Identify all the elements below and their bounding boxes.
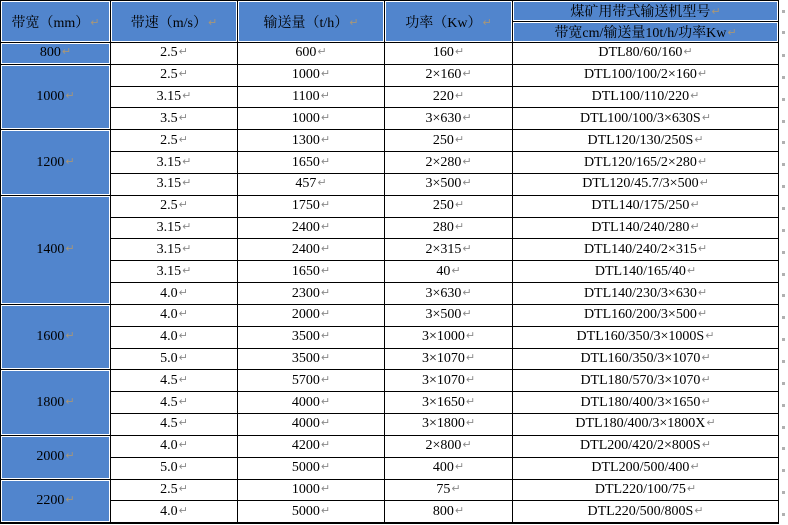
- belt-speed-cell: 4.0↵: [111, 283, 238, 305]
- table-row: [1, 108, 779, 130]
- model-cell: DTL180/400/3×1650↵: [513, 392, 779, 414]
- power-cell: 3×1800↵: [385, 414, 513, 436]
- paragraph-mark-icon: ↵: [690, 220, 700, 234]
- capacity-cell: 1650↵: [238, 261, 385, 283]
- row-end-mark-icon: [782, 251, 785, 254]
- belt-speed-cell: 3.15↵: [111, 261, 238, 283]
- power-cell: 3×500↵: [385, 304, 513, 326]
- paragraph-mark-icon: ↵: [320, 394, 331, 408]
- paragraph-mark-icon: ↵: [320, 416, 331, 430]
- paragraph-mark-icon: ↵: [454, 89, 465, 103]
- model-cell: DTL120/165/2×280↵: [513, 152, 779, 174]
- paragraph-mark-icon: ↵: [178, 351, 188, 364]
- model-cell: DTL160/350/3×1000S↵: [513, 326, 779, 348]
- table-row: [1, 43, 779, 65]
- paragraph-mark-icon: ↵: [697, 241, 708, 255]
- paragraph-mark-icon: ↵: [482, 15, 492, 29]
- belt-speed-cell: 2.5↵: [111, 43, 238, 65]
- paragraph-mark-icon: ↵: [65, 449, 75, 463]
- row-end-mark-icon: [782, 163, 785, 166]
- row-end-mark-icon: [782, 229, 785, 232]
- power-cell: 250↵: [385, 130, 513, 152]
- belt-speed-cell: 3.5↵: [111, 108, 238, 130]
- paragraph-mark-icon: ↵: [697, 154, 708, 168]
- power-cell: 2×160↵: [385, 64, 513, 86]
- row-end-mark-icon: [782, 141, 785, 144]
- paragraph-mark-icon: ↵: [697, 307, 708, 321]
- paragraph-mark-icon: ↵: [320, 132, 331, 146]
- paragraph-mark-icon: ↵: [711, 5, 721, 18]
- header-power-label: 功率（Kw）: [405, 15, 482, 31]
- header-belt-speed: [111, 1, 238, 43]
- model-cell: DTL120/45.7/3×500↵: [513, 173, 779, 195]
- power-cell: 3×1070↵: [385, 370, 513, 392]
- paragraph-mark-icon: ↵: [182, 220, 192, 234]
- row-end-mark-icon: [782, 98, 785, 101]
- paragraph-mark-icon: ↵: [178, 132, 188, 146]
- table-row: [1, 392, 779, 414]
- capacity-cell: 1000↵: [238, 108, 385, 130]
- paragraph-mark-icon: ↵: [690, 460, 700, 474]
- paragraph-mark-icon: ↵: [178, 285, 188, 299]
- capacity-cell: 5000↵: [238, 501, 385, 523]
- row-end-mark-icon: [782, 120, 785, 123]
- paragraph-mark-icon: ↵: [701, 372, 711, 386]
- capacity-cell: 3500↵: [238, 326, 385, 348]
- paragraph-mark-icon: ↵: [178, 67, 188, 81]
- model-cell: DTL100/100/2×160↵: [513, 64, 779, 86]
- paragraph-mark-icon: ↵: [697, 67, 708, 81]
- model-cell: DTL120/130/250S↵: [513, 130, 779, 152]
- paragraph-mark-icon: ↵: [320, 351, 331, 364]
- capacity-cell: 1650↵: [238, 152, 385, 174]
- paragraph-mark-icon: ↵: [683, 45, 693, 59]
- table-row: [1, 239, 779, 261]
- paragraph-mark-icon: ↵: [454, 198, 465, 212]
- model-cell: DTL160/200/3×500↵: [513, 304, 779, 326]
- paragraph-mark-icon: ↵: [454, 220, 465, 234]
- power-cell: 400↵: [385, 457, 513, 479]
- model-cell: DTL200/420/2×800S↵: [513, 435, 779, 457]
- table-row: [1, 304, 779, 326]
- row-end-marks: [781, 0, 787, 525]
- header-model-title-label: 煤矿用带式输送机型号: [570, 5, 711, 20]
- paragraph-mark-icon: ↵: [178, 394, 188, 408]
- paragraph-mark-icon: ↵: [454, 460, 465, 474]
- model-cell: DTL140/165/40↵: [513, 261, 779, 283]
- header-model-title: [513, 1, 779, 22]
- capacity-cell: 1300↵: [238, 130, 385, 152]
- row-end-mark-icon: [782, 513, 785, 516]
- model-cell: DTL100/100/3×630S↵: [513, 108, 779, 130]
- capacity-cell: 2300↵: [238, 283, 385, 305]
- paragraph-mark-icon: ↵: [320, 241, 331, 255]
- paragraph-mark-icon: ↵: [701, 438, 711, 452]
- model-cell: DTL80/60/160↵: [513, 43, 779, 65]
- paragraph-mark-icon: ↵: [465, 394, 476, 408]
- row-end-mark-icon: [782, 76, 785, 79]
- paragraph-mark-icon: ↵: [178, 307, 188, 321]
- belt-speed-cell: 4.0↵: [111, 326, 238, 348]
- capacity-cell: 5000↵: [238, 457, 385, 479]
- table-row: [1, 64, 779, 86]
- capacity-cell: 2400↵: [238, 239, 385, 261]
- belt-speed-cell: 4.5↵: [111, 370, 238, 392]
- paragraph-mark-icon: ↵: [349, 15, 359, 29]
- paragraph-mark-icon: ↵: [182, 176, 192, 190]
- table-row: [1, 173, 779, 195]
- paragraph-mark-icon: ↵: [462, 154, 472, 168]
- belt-speed-cell: 3.15↵: [111, 217, 238, 239]
- paragraph-mark-icon: ↵: [320, 263, 331, 277]
- table-row: [1, 195, 779, 217]
- paragraph-mark-icon: ↵: [90, 15, 100, 29]
- paragraph-mark-icon: ↵: [701, 110, 711, 124]
- header-belt-width-label: 带宽（mm）: [11, 15, 90, 31]
- capacity-cell: 3500↵: [238, 348, 385, 370]
- capacity-cell: 2000↵: [238, 304, 385, 326]
- power-cell: 250↵: [385, 195, 513, 217]
- header-power: [385, 1, 513, 43]
- paragraph-mark-icon: ↵: [699, 176, 709, 190]
- table-row: [1, 457, 779, 479]
- capacity-cell: 4000↵: [238, 392, 385, 414]
- power-cell: 3×1070↵: [385, 348, 513, 370]
- power-cell: 2×800↵: [385, 435, 513, 457]
- paragraph-mark-icon: ↵: [694, 503, 704, 517]
- paragraph-mark-icon: ↵: [320, 110, 331, 124]
- paragraph-mark-icon: ↵: [701, 351, 711, 364]
- paragraph-mark-icon: ↵: [462, 67, 472, 81]
- row-end-mark-icon: [782, 382, 785, 385]
- power-cell: 2×315↵: [385, 239, 513, 261]
- belt-width-group-cell-800: 800↵: [1, 43, 111, 65]
- paragraph-mark-icon: ↵: [462, 176, 472, 190]
- capacity-cell: 1000↵: [238, 64, 385, 86]
- paragraph-mark-icon: ↵: [462, 285, 472, 299]
- belt-speed-cell: 4.0↵: [111, 435, 238, 457]
- row-end-mark-icon: [782, 316, 785, 319]
- row-end-mark-icon: [782, 54, 785, 57]
- belt-speed-cell: 3.15↵: [111, 239, 238, 261]
- power-cell: 220↵: [385, 86, 513, 108]
- paragraph-mark-icon: ↵: [182, 241, 192, 255]
- table-row: [1, 501, 779, 523]
- belt-speed-cell: 4.5↵: [111, 414, 238, 436]
- model-cell: DTL100/110/220↵: [513, 86, 779, 108]
- row-end-mark-icon: [782, 31, 785, 34]
- table-row: [1, 217, 779, 239]
- row-end-mark-icon: [782, 10, 785, 13]
- paragraph-mark-icon: ↵: [65, 394, 75, 408]
- paragraph-mark-icon: ↵: [462, 307, 472, 321]
- power-cell: 3×630↵: [385, 108, 513, 130]
- paragraph-mark-icon: ↵: [320, 438, 331, 452]
- row-end-mark-icon: [782, 185, 785, 188]
- capacity-cell: 2400↵: [238, 217, 385, 239]
- paragraph-mark-icon: ↵: [462, 110, 472, 124]
- belt-speed-cell: 3.15↵: [111, 173, 238, 195]
- paragraph-mark-icon: ↵: [701, 394, 711, 408]
- paragraph-mark-icon: ↵: [320, 89, 330, 103]
- power-cell: 160↵: [385, 43, 513, 65]
- row-end-mark-icon: [782, 426, 785, 429]
- belt-speed-cell: 2.5↵: [111, 130, 238, 152]
- paragraph-mark-icon: ↵: [320, 285, 331, 299]
- belt-speed-cell: 3.15↵: [111, 86, 238, 108]
- model-cell: DTL140/240/280↵: [513, 217, 779, 239]
- model-cell: DTL160/350/3×1070↵: [513, 348, 779, 370]
- paragraph-mark-icon: ↵: [178, 460, 188, 474]
- capacity-cell: 1000↵: [238, 479, 385, 501]
- paragraph-mark-icon: ↵: [694, 132, 704, 146]
- capacity-cell: 4200↵: [238, 435, 385, 457]
- paragraph-mark-icon: ↵: [462, 241, 472, 255]
- paragraph-mark-icon: ↵: [451, 481, 461, 495]
- paragraph-mark-icon: ↵: [65, 329, 75, 343]
- table-row: [1, 326, 779, 348]
- paragraph-mark-icon: ↵: [178, 503, 188, 517]
- paragraph-mark-icon: ↵: [320, 67, 331, 81]
- model-cell: DTL140/175/250↵: [513, 195, 779, 217]
- paragraph-mark-icon: ↵: [178, 372, 188, 386]
- power-cell: 3×1650↵: [385, 392, 513, 414]
- paragraph-mark-icon: ↵: [65, 89, 75, 103]
- power-cell: 2×280↵: [385, 152, 513, 174]
- model-cell: DTL220/500/800S↵: [513, 501, 779, 523]
- table-row: [1, 261, 779, 283]
- paragraph-mark-icon: ↵: [465, 329, 476, 343]
- header-model-subtitle-label: 带宽cm/输送量10t/h/功率Kw: [554, 26, 727, 41]
- belt-width-group-cell-2200: 2200↵: [1, 479, 111, 523]
- belt-width-group-cell-1400: 1400↵: [1, 195, 111, 304]
- paragraph-mark-icon: ↵: [727, 26, 737, 39]
- belt-speed-cell: 5.0↵: [111, 457, 238, 479]
- paragraph-mark-icon: ↵: [65, 492, 75, 506]
- paragraph-mark-icon: ↵: [320, 329, 331, 343]
- paragraph-mark-icon: ↵: [320, 460, 331, 474]
- table-row: [1, 479, 779, 501]
- paragraph-mark-icon: ↵: [454, 132, 465, 146]
- table-row: [1, 152, 779, 174]
- belt-width-group-cell-2000: 2000↵: [1, 435, 111, 479]
- paragraph-mark-icon: ↵: [178, 438, 188, 452]
- paragraph-mark-icon: ↵: [178, 481, 188, 495]
- paragraph-mark-icon: ↵: [178, 45, 188, 59]
- capacity-cell: 1100↵: [238, 86, 385, 108]
- paragraph-mark-icon: ↵: [208, 15, 218, 29]
- belt-speed-cell: 3.15↵: [111, 152, 238, 174]
- table-header: [1, 1, 779, 43]
- paragraph-mark-icon: ↵: [178, 329, 188, 343]
- table-row: [1, 348, 779, 370]
- power-cell: 280↵: [385, 217, 513, 239]
- power-cell: 75↵: [385, 479, 513, 501]
- paragraph-mark-icon: ↵: [182, 154, 192, 168]
- paragraph-mark-icon: ↵: [178, 416, 188, 430]
- paragraph-mark-icon: ↵: [65, 154, 75, 168]
- table-row: [1, 370, 779, 392]
- header-capacity: [238, 1, 385, 43]
- paragraph-mark-icon: ↵: [182, 263, 192, 277]
- paragraph-mark-icon: ↵: [686, 263, 697, 277]
- model-cell: DTL140/230/3×630↵: [513, 283, 779, 305]
- header-belt-speed-label: 带速（m/s）: [130, 15, 207, 31]
- belt-speed-cell: 4.0↵: [111, 304, 238, 326]
- table-row: [1, 86, 779, 108]
- paragraph-mark-icon: ↵: [182, 89, 192, 103]
- belt-speed-cell: 4.0↵: [111, 501, 238, 523]
- model-cell: DTL180/570/3×1070↵: [513, 370, 779, 392]
- model-cell: DTL200/500/400↵: [513, 457, 779, 479]
- header-capacity-label: 输送量（t/h）: [263, 15, 349, 31]
- row-end-mark-icon: [782, 491, 785, 494]
- power-cell: 3×1000↵: [385, 326, 513, 348]
- row-end-mark-icon: [782, 294, 785, 297]
- paragraph-mark-icon: ↵: [690, 89, 700, 103]
- paragraph-mark-icon: ↵: [317, 176, 327, 190]
- table-row: [1, 283, 779, 305]
- paragraph-mark-icon: ↵: [705, 329, 715, 343]
- belt-speed-cell: 2.5↵: [111, 479, 238, 501]
- belt-width-group-cell-1000: 1000↵: [1, 64, 111, 129]
- paragraph-mark-icon: ↵: [320, 372, 331, 386]
- power-cell: 3×630↵: [385, 283, 513, 305]
- model-cell: DTL140/240/2×315↵: [513, 239, 779, 261]
- paragraph-mark-icon: ↵: [451, 263, 461, 277]
- power-cell: 800↵: [385, 501, 513, 523]
- model-cell: DTL180/400/3×1800X↵: [513, 414, 779, 436]
- paragraph-mark-icon: ↵: [178, 110, 188, 124]
- paragraph-mark-icon: ↵: [320, 198, 331, 212]
- table-body: [1, 43, 779, 524]
- paragraph-mark-icon: ↵: [61, 45, 72, 59]
- capacity-cell: 4000↵: [238, 414, 385, 436]
- header-model-subtitle: [513, 22, 779, 43]
- row-end-mark-icon: [782, 469, 785, 472]
- paragraph-mark-icon: ↵: [465, 372, 476, 386]
- paragraph-mark-icon: ↵: [320, 307, 331, 321]
- paragraph-mark-icon: ↵: [320, 220, 331, 234]
- paragraph-mark-icon: ↵: [65, 241, 75, 255]
- belt-width-group-cell-1800: 1800↵: [1, 370, 111, 435]
- row-end-mark-icon: [782, 360, 785, 363]
- paragraph-mark-icon: ↵: [320, 154, 331, 168]
- paragraph-mark-icon: ↵: [465, 351, 476, 364]
- table-row: [1, 130, 779, 152]
- paragraph-mark-icon: ↵: [320, 503, 331, 517]
- paragraph-mark-icon: ↵: [320, 481, 331, 495]
- paragraph-mark-icon: ↵: [697, 285, 708, 299]
- belt-speed-cell: 2.5↵: [111, 195, 238, 217]
- paragraph-mark-icon: ↵: [454, 503, 465, 517]
- paragraph-mark-icon: ↵: [178, 198, 188, 212]
- paragraph-mark-icon: ↵: [706, 416, 716, 430]
- row-end-mark-icon: [782, 338, 785, 341]
- header-row-1: [1, 1, 779, 22]
- row-end-mark-icon: [782, 273, 785, 276]
- capacity-cell: 1750↵: [238, 195, 385, 217]
- paragraph-mark-icon: ↵: [454, 45, 465, 59]
- power-cell: 40↵: [385, 261, 513, 283]
- capacity-cell: 600↵: [238, 43, 385, 65]
- row-end-mark-icon: [782, 207, 785, 210]
- row-end-mark-icon: [782, 447, 785, 450]
- belt-speed-cell: 2.5↵: [111, 64, 238, 86]
- header-belt-width: [1, 1, 111, 43]
- belt-width-group-cell-1200: 1200↵: [1, 130, 111, 195]
- paragraph-mark-icon: ↵: [317, 45, 327, 59]
- belt-speed-cell: 4.5↵: [111, 392, 238, 414]
- paragraph-mark-icon: ↵: [690, 198, 700, 212]
- row-end-mark-icon: [782, 404, 785, 407]
- power-cell: 3×500↵: [385, 173, 513, 195]
- capacity-cell: 5700↵: [238, 370, 385, 392]
- model-cell: DTL220/100/75↵: [513, 479, 779, 501]
- belt-width-group-cell-1600: 1600↵: [1, 304, 111, 369]
- table-row: [1, 435, 779, 457]
- capacity-cell: 457↵: [238, 173, 385, 195]
- belt-speed-cell: 5.0↵: [111, 348, 238, 370]
- table-row: [1, 414, 779, 436]
- paragraph-mark-icon: ↵: [465, 416, 476, 430]
- paragraph-mark-icon: ↵: [686, 481, 697, 495]
- paragraph-mark-icon: ↵: [462, 438, 472, 452]
